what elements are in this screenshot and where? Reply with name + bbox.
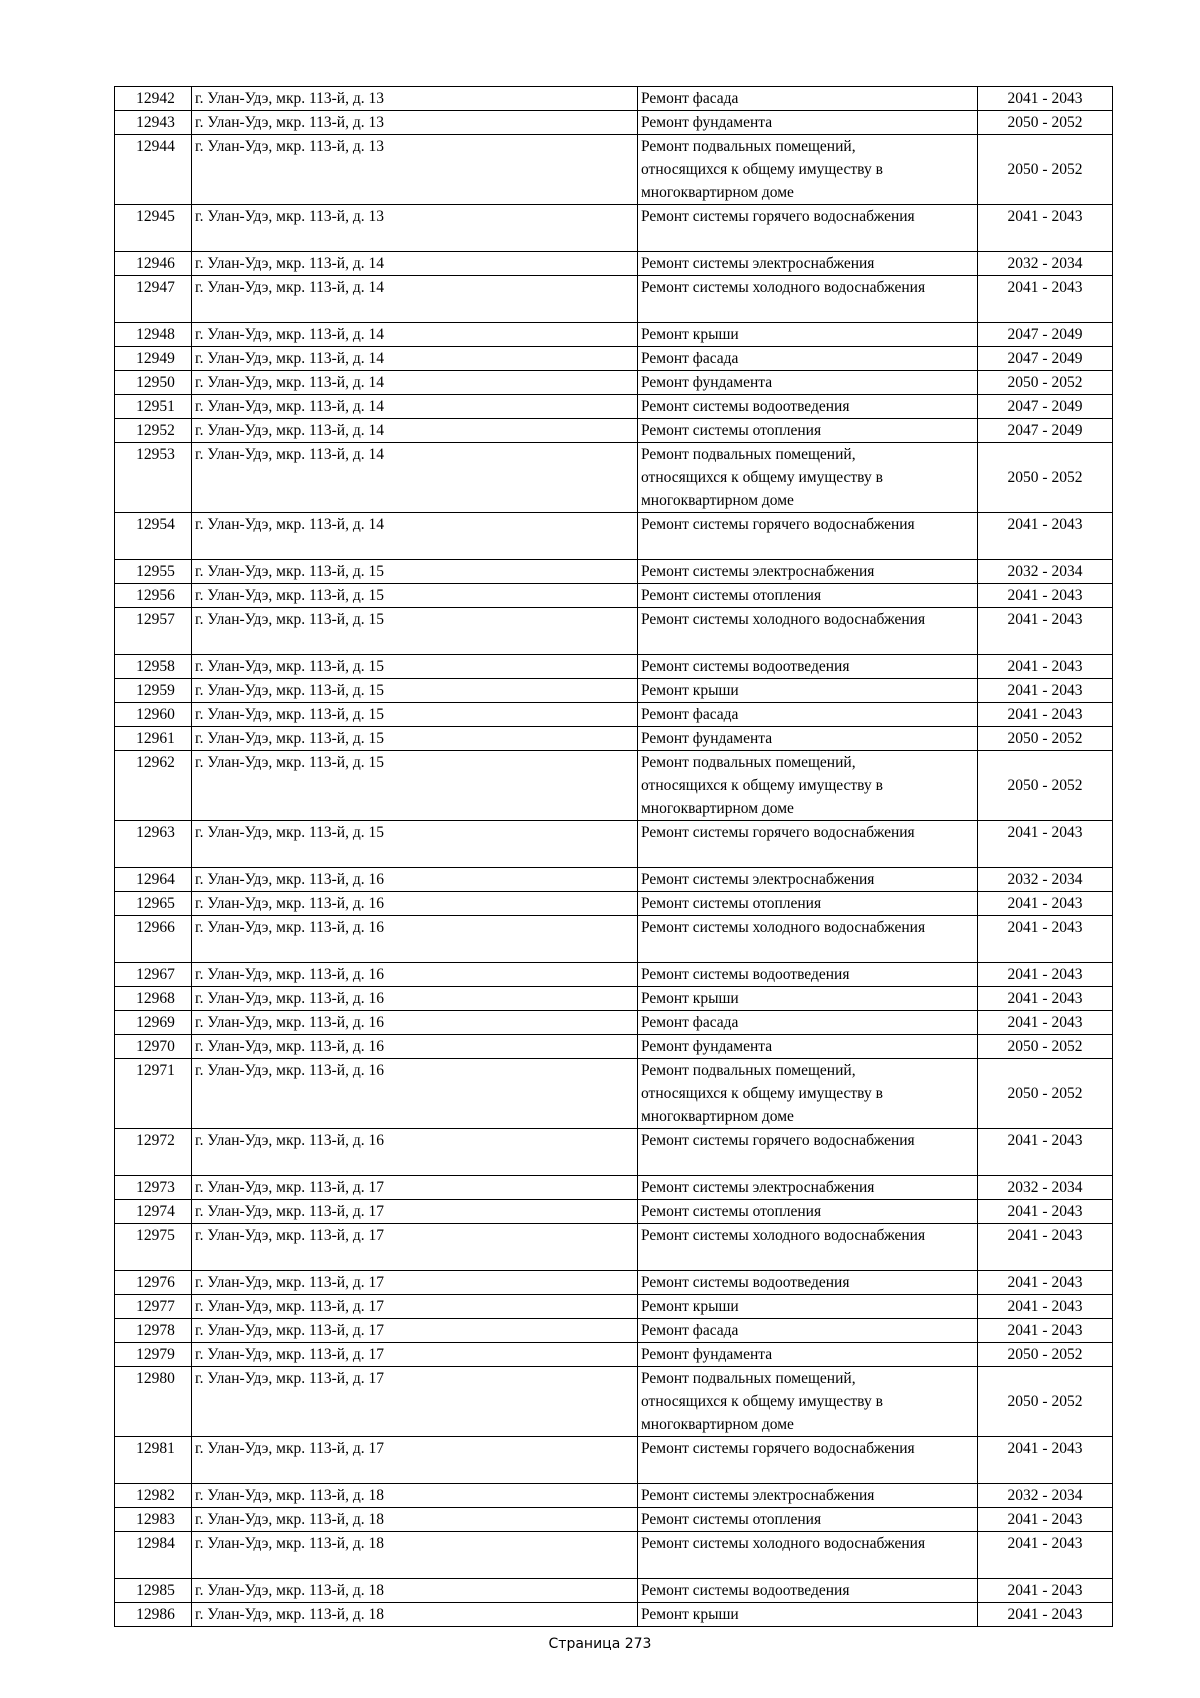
period-cell: 2041 - 2043 — [978, 1011, 1113, 1035]
table-row — [115, 87, 1113, 111]
address-cell: г. Улан-Удэ, мкр. 113-й, д. 14 — [192, 419, 638, 443]
work-type-cell: Ремонт системы водоотведения — [638, 1579, 978, 1603]
table-row — [115, 1437, 1113, 1484]
work-type-cell: Ремонт системы холодного водоснабжения — [638, 608, 978, 655]
address-cell: г. Улан-Удэ, мкр. 113-й, д. 17 — [192, 1224, 638, 1271]
period-cell: 2041 - 2043 — [978, 916, 1113, 963]
table-row — [115, 1129, 1113, 1176]
row-number-cell: 12969 — [115, 1011, 192, 1035]
table-row — [115, 135, 1113, 205]
address-cell: г. Улан-Удэ, мкр. 113-й, д. 16 — [192, 1035, 638, 1059]
table-row — [115, 963, 1113, 987]
table-row — [115, 892, 1113, 916]
table-row — [115, 916, 1113, 963]
work-type-cell: Ремонт системы отопления — [638, 419, 978, 443]
work-type-cell: Ремонт системы водоотведения — [638, 395, 978, 419]
row-number-cell: 12982 — [115, 1484, 192, 1508]
row-number-cell: 12955 — [115, 560, 192, 584]
address-cell: г. Улан-Удэ, мкр. 113-й, д. 16 — [192, 916, 638, 963]
address-cell: г. Улан-Удэ, мкр. 113-й, д. 15 — [192, 655, 638, 679]
address-cell: г. Улан-Удэ, мкр. 113-й, д. 15 — [192, 821, 638, 868]
period-cell: 2041 - 2043 — [978, 87, 1113, 111]
period-cell: 2041 - 2043 — [978, 205, 1113, 252]
table-row — [115, 1224, 1113, 1271]
period-cell: 2041 - 2043 — [978, 276, 1113, 323]
work-type-cell: Ремонт системы электроснабжения — [638, 1176, 978, 1200]
work-type-cell: Ремонт фасада — [638, 1011, 978, 1035]
work-type-cell: Ремонт системы холодного водоснабжения — [638, 916, 978, 963]
table-row — [115, 419, 1113, 443]
period-cell: 2050 - 2052 — [978, 1367, 1113, 1437]
period-cell: 2041 - 2043 — [978, 1129, 1113, 1176]
row-number-cell: 12961 — [115, 727, 192, 751]
work-type-cell: Ремонт фундамента — [638, 727, 978, 751]
work-type-cell: Ремонт системы водоотведения — [638, 963, 978, 987]
period-cell: 2041 - 2043 — [978, 1437, 1113, 1484]
address-cell: г. Улан-Удэ, мкр. 113-й, д. 15 — [192, 727, 638, 751]
address-cell: г. Улан-Удэ, мкр. 113-й, д. 18 — [192, 1508, 638, 1532]
period-cell: 2041 - 2043 — [978, 1271, 1113, 1295]
period-cell: 2041 - 2043 — [978, 1579, 1113, 1603]
work-type-cell: Ремонт системы отопления — [638, 1508, 978, 1532]
table-row — [115, 560, 1113, 584]
work-type-cell: Ремонт фасада — [638, 347, 978, 371]
table-row — [115, 868, 1113, 892]
period-cell: 2047 - 2049 — [978, 419, 1113, 443]
row-number-cell: 12956 — [115, 584, 192, 608]
work-type-cell: Ремонт системы горячего водоснабжения — [638, 821, 978, 868]
address-cell: г. Улан-Удэ, мкр. 113-й, д. 14 — [192, 252, 638, 276]
address-cell: г. Улан-Удэ, мкр. 113-й, д. 17 — [192, 1200, 638, 1224]
address-cell: г. Улан-Удэ, мкр. 113-й, д. 14 — [192, 395, 638, 419]
address-cell: г. Улан-Удэ, мкр. 113-й, д. 15 — [192, 560, 638, 584]
table-row — [115, 1484, 1113, 1508]
work-type-cell: Ремонт системы горячего водоснабжения — [638, 1437, 978, 1484]
period-cell: 2032 - 2034 — [978, 1484, 1113, 1508]
work-type-cell: Ремонт подвальных помещений, относящихся к общему имуществу в многоквартирном доме — [638, 1059, 978, 1129]
address-cell: г. Улан-Удэ, мкр. 113-й, д. 18 — [192, 1484, 638, 1508]
period-cell: 2050 - 2052 — [978, 111, 1113, 135]
work-type-cell: Ремонт системы электроснабжения — [638, 868, 978, 892]
work-type-cell: Ремонт фасада — [638, 1319, 978, 1343]
table-row — [115, 1176, 1113, 1200]
table-row — [115, 1532, 1113, 1579]
period-cell: 2041 - 2043 — [978, 1603, 1113, 1627]
work-type-cell: Ремонт системы водоотведения — [638, 655, 978, 679]
address-cell: г. Улан-Удэ, мкр. 113-й, д. 18 — [192, 1532, 638, 1579]
table-row — [115, 584, 1113, 608]
row-number-cell: 12943 — [115, 111, 192, 135]
period-cell: 2041 - 2043 — [978, 987, 1113, 1011]
work-type-cell: Ремонт системы отопления — [638, 584, 978, 608]
period-cell: 2041 - 2043 — [978, 513, 1113, 560]
work-type-cell: Ремонт крыши — [638, 323, 978, 347]
row-number-cell: 12950 — [115, 371, 192, 395]
row-number-cell: 12954 — [115, 513, 192, 560]
work-type-cell: Ремонт фундамента — [638, 111, 978, 135]
row-number-cell: 12958 — [115, 655, 192, 679]
row-number-cell: 12973 — [115, 1176, 192, 1200]
row-number-cell: 12974 — [115, 1200, 192, 1224]
work-type-cell: Ремонт системы холодного водоснабжения — [638, 1532, 978, 1579]
period-cell: 2050 - 2052 — [978, 751, 1113, 821]
table-row — [115, 347, 1113, 371]
address-cell: г. Улан-Удэ, мкр. 113-й, д. 14 — [192, 276, 638, 323]
period-cell: 2041 - 2043 — [978, 1295, 1113, 1319]
period-cell: 2050 - 2052 — [978, 371, 1113, 395]
row-number-cell: 12967 — [115, 963, 192, 987]
period-cell: 2041 - 2043 — [978, 1508, 1113, 1532]
table-row — [115, 987, 1113, 1011]
address-cell: г. Улан-Удэ, мкр. 113-й, д. 16 — [192, 987, 638, 1011]
row-number-cell: 12978 — [115, 1319, 192, 1343]
work-type-cell: Ремонт фасада — [638, 87, 978, 111]
address-cell: г. Улан-Удэ, мкр. 113-й, д. 17 — [192, 1319, 638, 1343]
row-number-cell: 12975 — [115, 1224, 192, 1271]
table-row — [115, 1508, 1113, 1532]
row-number-cell: 12980 — [115, 1367, 192, 1437]
row-number-cell: 12947 — [115, 276, 192, 323]
row-number-cell: 12948 — [115, 323, 192, 347]
period-cell: 2041 - 2043 — [978, 892, 1113, 916]
address-cell: г. Улан-Удэ, мкр. 113-й, д. 17 — [192, 1343, 638, 1367]
period-cell: 2050 - 2052 — [978, 1059, 1113, 1129]
row-number-cell: 12946 — [115, 252, 192, 276]
period-cell: 2041 - 2043 — [978, 963, 1113, 987]
address-cell: г. Улан-Удэ, мкр. 113-й, д. 17 — [192, 1437, 638, 1484]
table-row — [115, 703, 1113, 727]
address-cell: г. Улан-Удэ, мкр. 113-й, д. 17 — [192, 1176, 638, 1200]
address-cell: г. Улан-Удэ, мкр. 113-й, д. 16 — [192, 1059, 638, 1129]
period-cell: 2041 - 2043 — [978, 679, 1113, 703]
row-number-cell: 12984 — [115, 1532, 192, 1579]
work-type-cell: Ремонт крыши — [638, 987, 978, 1011]
address-cell: г. Улан-Удэ, мкр. 113-й, д. 14 — [192, 323, 638, 347]
repair-schedule-table — [114, 86, 1113, 1627]
period-cell: 2041 - 2043 — [978, 1319, 1113, 1343]
work-type-cell: Ремонт системы отопления — [638, 892, 978, 916]
work-type-cell: Ремонт крыши — [638, 1603, 978, 1627]
row-number-cell: 12985 — [115, 1579, 192, 1603]
row-number-cell: 12976 — [115, 1271, 192, 1295]
work-type-cell: Ремонт подвальных помещений, относящихся к общему имуществу в многоквартирном доме — [638, 751, 978, 821]
table-body — [115, 87, 1113, 1627]
table-row — [115, 1319, 1113, 1343]
address-cell: г. Улан-Удэ, мкр. 113-й, д. 13 — [192, 87, 638, 111]
table-row — [115, 513, 1113, 560]
period-cell: 2032 - 2034 — [978, 1176, 1113, 1200]
table-row — [115, 323, 1113, 347]
row-number-cell: 12962 — [115, 751, 192, 821]
period-cell: 2041 - 2043 — [978, 703, 1113, 727]
address-cell: г. Улан-Удэ, мкр. 113-й, д. 13 — [192, 111, 638, 135]
work-type-cell: Ремонт системы электроснабжения — [638, 560, 978, 584]
table-row — [115, 821, 1113, 868]
address-cell: г. Улан-Удэ, мкр. 113-й, д. 15 — [192, 584, 638, 608]
address-cell: г. Улан-Удэ, мкр. 113-й, д. 17 — [192, 1295, 638, 1319]
table-row — [115, 679, 1113, 703]
row-number-cell: 12983 — [115, 1508, 192, 1532]
work-type-cell: Ремонт системы горячего водоснабжения — [638, 513, 978, 560]
address-cell: г. Улан-Удэ, мкр. 113-й, д. 15 — [192, 608, 638, 655]
row-number-cell: 12979 — [115, 1343, 192, 1367]
period-cell: 2050 - 2052 — [978, 135, 1113, 205]
row-number-cell: 12966 — [115, 916, 192, 963]
address-cell: г. Улан-Удэ, мкр. 113-й, д. 15 — [192, 751, 638, 821]
period-cell: 2041 - 2043 — [978, 584, 1113, 608]
row-number-cell: 12968 — [115, 987, 192, 1011]
work-type-cell: Ремонт системы водоотведения — [638, 1271, 978, 1295]
work-type-cell: Ремонт подвальных помещений, относящихся к общему имуществу в многоквартирном доме — [638, 135, 978, 205]
table-row — [115, 395, 1113, 419]
work-type-cell: Ремонт фундамента — [638, 1035, 978, 1059]
row-number-cell: 12951 — [115, 395, 192, 419]
period-cell: 2041 - 2043 — [978, 821, 1113, 868]
period-cell: 2032 - 2034 — [978, 560, 1113, 584]
table-row — [115, 1059, 1113, 1129]
period-cell: 2041 - 2043 — [978, 655, 1113, 679]
row-number-cell: 12959 — [115, 679, 192, 703]
work-type-cell: Ремонт системы отопления — [638, 1200, 978, 1224]
row-number-cell: 12952 — [115, 419, 192, 443]
table-row — [115, 1343, 1113, 1367]
work-type-cell: Ремонт системы холодного водоснабжения — [638, 276, 978, 323]
row-number-cell: 12965 — [115, 892, 192, 916]
address-cell: г. Улан-Удэ, мкр. 113-й, д. 14 — [192, 347, 638, 371]
period-cell: 2050 - 2052 — [978, 443, 1113, 513]
row-number-cell: 12942 — [115, 87, 192, 111]
table-row — [115, 1011, 1113, 1035]
row-number-cell: 12957 — [115, 608, 192, 655]
address-cell: г. Улан-Удэ, мкр. 113-й, д. 18 — [192, 1603, 638, 1627]
address-cell: г. Улан-Удэ, мкр. 113-й, д. 16 — [192, 892, 638, 916]
row-number-cell: 12963 — [115, 821, 192, 868]
table-row — [115, 1579, 1113, 1603]
address-cell: г. Улан-Удэ, мкр. 113-й, д. 13 — [192, 135, 638, 205]
work-type-cell: Ремонт фундамента — [638, 1343, 978, 1367]
row-number-cell: 12977 — [115, 1295, 192, 1319]
table-row — [115, 1603, 1113, 1627]
address-cell: г. Улан-Удэ, мкр. 113-й, д. 18 — [192, 1579, 638, 1603]
row-number-cell: 12981 — [115, 1437, 192, 1484]
work-type-cell: Ремонт системы электроснабжения — [638, 1484, 978, 1508]
period-cell: 2047 - 2049 — [978, 347, 1113, 371]
row-number-cell: 12972 — [115, 1129, 192, 1176]
period-cell: 2050 - 2052 — [978, 727, 1113, 751]
row-number-cell: 12945 — [115, 205, 192, 252]
address-cell: г. Улан-Удэ, мкр. 113-й, д. 14 — [192, 513, 638, 560]
row-number-cell: 12970 — [115, 1035, 192, 1059]
period-cell: 2047 - 2049 — [978, 323, 1113, 347]
period-cell: 2047 - 2049 — [978, 395, 1113, 419]
address-cell: г. Улан-Удэ, мкр. 113-й, д. 13 — [192, 205, 638, 252]
address-cell: г. Улан-Удэ, мкр. 113-й, д. 16 — [192, 1129, 638, 1176]
period-cell: 2032 - 2034 — [978, 252, 1113, 276]
table-row — [115, 1200, 1113, 1224]
row-number-cell: 12960 — [115, 703, 192, 727]
table-row — [115, 1295, 1113, 1319]
table-row — [115, 443, 1113, 513]
period-cell: 2041 - 2043 — [978, 1532, 1113, 1579]
work-type-cell: Ремонт фундамента — [638, 371, 978, 395]
table-row — [115, 276, 1113, 323]
work-type-cell: Ремонт крыши — [638, 1295, 978, 1319]
table-row — [115, 1271, 1113, 1295]
table-row — [115, 608, 1113, 655]
work-type-cell: Ремонт подвальных помещений, относящихся к общему имуществу в многоквартирном доме — [638, 443, 978, 513]
period-cell: 2050 - 2052 — [978, 1035, 1113, 1059]
period-cell: 2041 - 2043 — [978, 608, 1113, 655]
address-cell: г. Улан-Удэ, мкр. 113-й, д. 14 — [192, 443, 638, 513]
address-cell: г. Улан-Удэ, мкр. 113-й, д. 17 — [192, 1367, 638, 1437]
work-type-cell: Ремонт системы горячего водоснабжения — [638, 1129, 978, 1176]
table-row — [115, 205, 1113, 252]
table-row — [115, 751, 1113, 821]
row-number-cell: 12986 — [115, 1603, 192, 1627]
address-cell: г. Улан-Удэ, мкр. 113-й, д. 16 — [192, 963, 638, 987]
work-type-cell: Ремонт фасада — [638, 703, 978, 727]
row-number-cell: 12944 — [115, 135, 192, 205]
table-row — [115, 1035, 1113, 1059]
work-type-cell: Ремонт системы холодного водоснабжения — [638, 1224, 978, 1271]
page-number: Страница 273 — [548, 1636, 652, 1652]
period-cell: 2050 - 2052 — [978, 1343, 1113, 1367]
address-cell: г. Улан-Удэ, мкр. 113-й, д. 14 — [192, 371, 638, 395]
period-cell: 2041 - 2043 — [978, 1224, 1113, 1271]
address-cell: г. Улан-Удэ, мкр. 113-й, д. 16 — [192, 868, 638, 892]
table-row — [115, 371, 1113, 395]
address-cell: г. Улан-Удэ, мкр. 113-й, д. 15 — [192, 679, 638, 703]
row-number-cell: 12949 — [115, 347, 192, 371]
table-row — [115, 252, 1113, 276]
row-number-cell: 12971 — [115, 1059, 192, 1129]
work-type-cell: Ремонт крыши — [638, 679, 978, 703]
period-cell: 2032 - 2034 — [978, 868, 1113, 892]
table-row — [115, 1367, 1113, 1437]
work-type-cell: Ремонт системы электроснабжения — [638, 252, 978, 276]
work-type-cell: Ремонт системы горячего водоснабжения — [638, 205, 978, 252]
row-number-cell: 12964 — [115, 868, 192, 892]
address-cell: г. Улан-Удэ, мкр. 113-й, д. 17 — [192, 1271, 638, 1295]
table-row — [115, 727, 1113, 751]
address-cell: г. Улан-Удэ, мкр. 113-й, д. 15 — [192, 703, 638, 727]
table-row — [115, 111, 1113, 135]
period-cell: 2041 - 2043 — [978, 1200, 1113, 1224]
row-number-cell: 12953 — [115, 443, 192, 513]
work-type-cell: Ремонт подвальных помещений, относящихся к общему имуществу в многоквартирном доме — [638, 1367, 978, 1437]
address-cell: г. Улан-Удэ, мкр. 113-й, д. 16 — [192, 1011, 638, 1035]
table-row — [115, 655, 1113, 679]
